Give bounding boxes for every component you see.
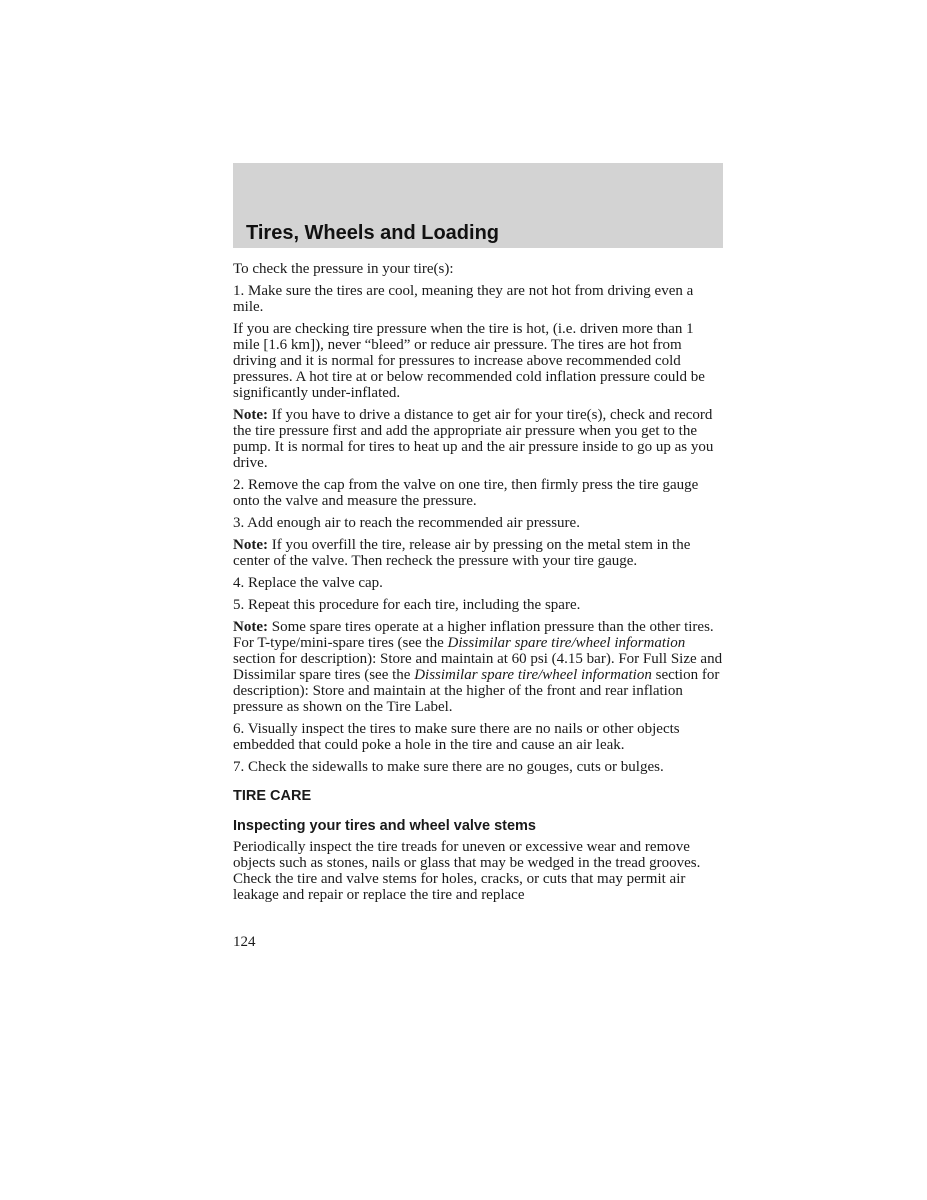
step-4: 4. Replace the valve cap. — [233, 575, 383, 591]
step-6: 6. Visually inspect the tires to make sure there are no nails or other objects embedded that could poke a hole in the tire and cause an air leak. — [233, 721, 680, 753]
spare-tire-reference-2: Dissimilar spare tire/wheel information — [414, 667, 652, 683]
note-label: Note: — [233, 537, 268, 553]
page-number: 124 — [233, 934, 256, 950]
note-3 — [233, 619, 723, 715]
note-3-text-b: section for description): Store and maintain at 60 psi (4.15 bar). For Full Size and Dissimilar spare tires (see the — [233, 651, 723, 683]
intro-paragraph: To check the pressure in your tire(s): — [233, 261, 454, 277]
step-7: 7. Check the sidewalls to make sure there are no gouges, cuts or bulges. — [233, 759, 664, 775]
note-label: Note: — [233, 619, 268, 635]
page-title: Tires, Wheels and Loading — [246, 222, 500, 244]
note-1 — [233, 407, 723, 471]
section-header-band — [233, 163, 723, 248]
hot-tire-paragraph: If you are checking tire pressure when the tire is hot, (i.e. driven more than 1 mile [1.6 km]), never “bleed” or reduce air pressure. The tires are hot from driving and it is normal for pressures to increase above recommended cold pressures. A hot tire at or below recommended cold inflation pressure could be significantly under-inflated. — [233, 321, 705, 401]
note-2 — [233, 537, 723, 569]
subheading-inspecting: Inspecting your tires and wheel valve stems — [233, 818, 536, 834]
step-5: 5. Repeat this procedure for each tire, including the spare. — [233, 597, 581, 613]
note-3-text-c: section for description): Store and maintain at the higher of the front and rear inflation pressure as shown on the Tire Label. — [233, 667, 720, 715]
body-content — [233, 261, 723, 909]
step-1: 1. Make sure the tires are cool, meaning they are not hot from driving even a mile. — [233, 283, 694, 315]
inspect-paragraph: Periodically inspect the tire treads for uneven or excessive wear and remove objects such as stones, nails or glass that may be wedged in the tread grooves. Check the tire and valve stems for holes, cracks, or cuts that may permit air leakage and repair or replace the tire and replace — [233, 839, 701, 903]
note-1-text: If you have to drive a distance to get air for your tire(s), check and record the tire pressure first and add the appropriate air pressure when you get to the pump. It is normal for tires to heat up and the air pressure inside to go up as you drive. — [233, 407, 714, 471]
note-3-text-a: Some spare tires operate at a higher inflation pressure than the other tires. For T-type/mini-spare tires (see the — [233, 619, 714, 651]
spare-tire-reference-1: Dissimilar spare tire/wheel information — [447, 635, 686, 651]
step-2: 2. Remove the cap from the valve on one tire, then firmly press the tire gauge onto the valve and measure the pressure. — [233, 477, 699, 509]
step-3: 3. Add enough air to reach the recommended air pressure. — [233, 515, 580, 531]
note-2-text: If you overfill the tire, release air by pressing on the metal stem in the center of the valve. Then recheck the pressure with your tire gauge. — [233, 537, 691, 569]
section-heading-tire-care: TIRE CARE — [233, 788, 312, 804]
note-label: Note: — [233, 407, 268, 423]
